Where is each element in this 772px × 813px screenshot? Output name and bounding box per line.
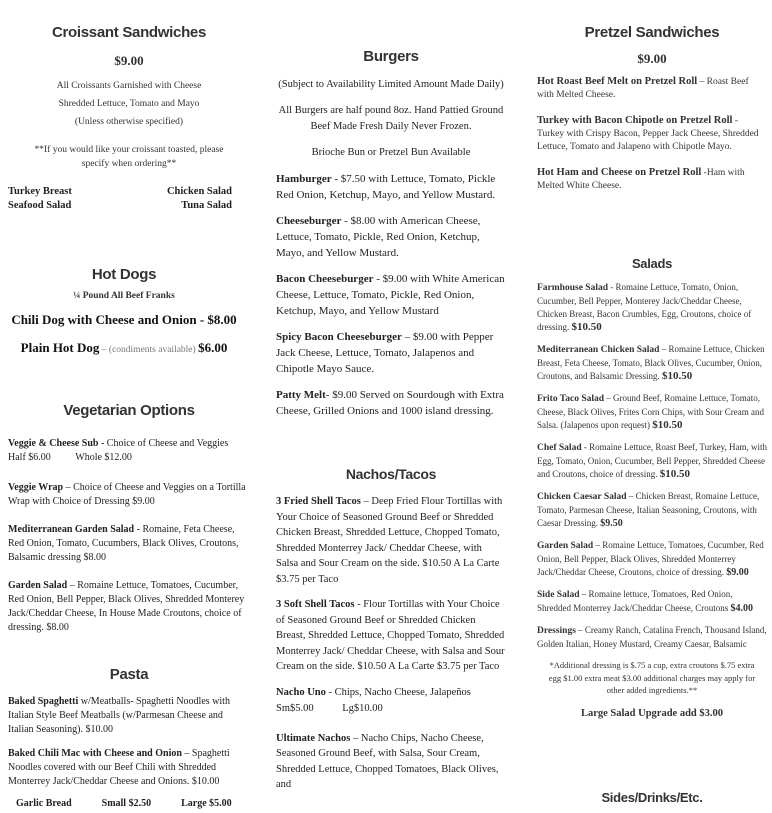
hotdog-plain-price: $6.00	[198, 340, 228, 355]
hotdog-plain-name: Plain Hot Dog	[20, 340, 100, 355]
med-chicken-desc: – Romaine Lettuce, Chicken Breast, Feta Cheese, Tomato, Black Olives, Cucumber, Onion, Croutons, and Balsamic Dressing.	[537, 344, 765, 381]
croissant-title: Croissant Sandwiches	[51, 24, 207, 41]
croissant-item: Turkey Breast	[8, 186, 72, 197]
croissant-item: Chicken Salad	[166, 186, 232, 197]
veg-garden-desc: – Romaine Lettuce, Tomatoes, Cucumber, Red Onion, Bell Pepper, Black Olives, Shredded Monterey Jack/Cheddar Cheese, In House Made Croutons, choice of dressing. $8.00	[8, 580, 245, 633]
burger-item-bacon	[276, 271, 506, 319]
hotdog-plain-note: – (condiments available)	[99, 345, 199, 355]
dressings-name: Dressings	[537, 626, 576, 636]
salad-item-caesar	[537, 490, 767, 530]
spicy-bacon-name: Spicy Bacon Cheeseburger	[276, 331, 402, 343]
patty-melt-desc: - $9.00 Served on Sourdough with Extra Cheese, Grilled Onions and 1000 island dressing.	[276, 389, 504, 417]
burger-item-patty-melt	[276, 387, 506, 419]
vegetarian-title: Vegetarian Options	[63, 402, 195, 419]
cheeseburger-desc: - $8.00 with American Cheese, Lettuce, Tomato, Pickle, Red Onion, Ketchup, Mayo, and Yellow Mustard.	[276, 215, 481, 259]
pasta-spaghetti-name: Baked Spaghetti	[8, 696, 79, 707]
hotdogs-title: Hot Dogs	[91, 266, 157, 283]
fried-taco-desc: – Deep Fried Flour Tortillas with Your Choice of Seasoned Ground Beef or Shredded Chicken Breast, Shredded Lettuce, Chopped Tomato, Shredded Monterrey Jack/ Cheddar Cheese, with Salsa and Sour Cream on the side. $10.50 A La Carte $3.75 per Taco	[276, 496, 503, 585]
turkey-pretzel-name: Turkey with Bacon Chipotle on Pretzel Roll	[537, 115, 733, 126]
croissant-section	[8, 24, 250, 213]
pretzel-section	[537, 24, 767, 193]
turkey-pretzel-desc: - Turkey with Crispy Bacon, Pepper Jack Cheese, Shredded Lettuce, Tomato and Jalapeno with Chipotle Mayo.	[537, 116, 759, 152]
soft-taco-desc: - Flour Tortillas with Your Choice of Seasoned Ground Beef or Shredded Chicken Breast, Shredded Lettuce, Chopped Tomato, Shredded Monterrey Jack/ Cheddar Cheese, with Salsa and Sour Cream on the side. $10.50 A La Carte $3.75 per Taco	[276, 599, 505, 672]
sides-title: Sides/Drinks/Etc.	[601, 790, 703, 805]
soft-taco-name: 3 Soft Shell Tacos	[276, 599, 355, 610]
caesar-name: Chicken Caesar Salad	[537, 492, 627, 502]
nacho-item-uno	[276, 685, 506, 701]
salads-title: Salads	[631, 256, 673, 271]
hamburger-name: Hamburger	[276, 173, 332, 185]
veg-item-med-salad	[8, 523, 250, 565]
veg-wrap-desc: – Choice of Cheese and Veggies on a Tortilla Wrap with Choice of Dressing $9.00	[8, 482, 246, 507]
salad-item-chef	[537, 441, 767, 481]
sides-section	[537, 790, 767, 805]
salad-dressings	[537, 624, 767, 651]
roast-beef-desc: – Roast Beef with Melted Cheese.	[537, 77, 749, 100]
ultimate-nachos-name: Ultimate Nachos	[276, 732, 351, 744]
chef-salad-price: $10.50	[659, 468, 690, 480]
garden-salad-desc: – Romaine Lettuce, Tomatoes, Cucumber, Red Onion, Bell Pepper, Black Olives, Shredded Monterrey Jack/Cheddar Cheese, Croutons, choice of dressing.	[537, 540, 764, 577]
pasta-chili-name: Baked Chili Mac with Cheese and Onion	[8, 748, 182, 759]
burgers-note-1: (Subject to Availability Limited Amount Made Daily)	[278, 79, 504, 90]
frito-taco-name: Frito Taco Salad	[537, 394, 605, 404]
salad-upgrade: Large Salad Upgrade add $3.00	[580, 707, 724, 719]
croissant-desc-1: All Croissants Garnished with Cheese	[56, 81, 202, 91]
taco-item-soft	[276, 597, 506, 675]
croissant-item: Tuna Salad	[181, 200, 232, 211]
salads-section	[537, 256, 767, 721]
veg-sub-name: Veggie & Cheese Sub	[8, 438, 99, 449]
frito-taco-price: $10.50	[652, 419, 683, 431]
spicy-bacon-desc: – $9.00 with Pepper Jack Cheese, Lettuce, Tomato, Jalapenos and Chipotle Mayo Sauce.	[276, 331, 494, 375]
fried-taco-name: 3 Fried Shell Tacos	[276, 496, 361, 507]
hotdog-item-plain	[8, 339, 240, 357]
nachos-section	[276, 466, 506, 793]
nacho-uno-lg: Lg$10.00	[342, 702, 383, 714]
side-salad-name: Side Salad	[537, 590, 580, 600]
croissant-note-1: **If you would like your croissant toasted, please	[34, 145, 224, 155]
pasta-title: Pasta	[109, 666, 149, 683]
veg-item-sub	[8, 437, 250, 451]
farmhouse-name: Farmhouse Salad	[537, 283, 608, 293]
veg-wrap-name: Veggie Wrap	[8, 482, 64, 493]
pasta-garlic-bread	[8, 797, 250, 811]
farmhouse-price: $10.50	[571, 321, 602, 333]
med-chicken-price: $10.50	[662, 370, 693, 382]
cheeseburger-name: Cheeseburger	[276, 215, 342, 227]
garden-salad-price: $9.00	[726, 567, 749, 578]
frito-taco-desc: – Ground Beef, Romaine Lettuce, Tomato, Cheese, Black Olives, Frites Corn Chips, with Sour Cream and Salsa. (Jalapenos upon request)	[537, 393, 764, 430]
pasta-item-chili-mac	[8, 747, 250, 789]
croissant-note-2: specify when ordering**	[81, 159, 177, 169]
pasta-spaghetti-desc: w/Meatballs- Spaghetti Noodles with Italian Style Beef Meatballs (w/Parmesan Cheese and Italian Seasoning). $10.00	[8, 696, 230, 735]
veg-sub-desc: - Choice of Cheese and Veggies	[100, 438, 229, 449]
burger-item-cheeseburger	[276, 213, 506, 261]
croissant-price: $9.00	[114, 53, 144, 68]
pretzel-item-ham	[537, 166, 767, 193]
hotdog-item-chili: Chili Dog with Cheese and Onion - $8.00	[11, 312, 237, 327]
side-salad-desc: – Romaine lettuce, Tomatoes, Red Onion, Shredded Monterrey Jack/Cheddar Cheese, Croutons	[537, 589, 733, 613]
veg-garden-name: Garden Salad	[8, 580, 68, 591]
burgers-title: Burgers	[363, 48, 419, 65]
hamburger-desc: - $7.50 with Lettuce, Tomato, Pickle Red Onion, Ketchup, Mayo, and Yellow Mustard.	[276, 173, 496, 201]
salad-item-mediterranean	[537, 343, 767, 383]
hotdogs-sub: ¼ Pound All Beef Franks	[73, 291, 175, 301]
hotdogs-section	[8, 266, 240, 357]
bacon-cheeseburger-desc: - $9.00 with White American Cheese, Lettuce, Tomato, Pickle, Red Onion, Ketchup, Mayo, and Yellow Mustard	[276, 273, 505, 317]
nacho-uno-prices	[276, 701, 506, 717]
burgers-bun: Brioche Bun or Pretzel Bun Available	[311, 147, 471, 158]
roast-beef-name: Hot Roast Beef Melt on Pretzel Roll	[537, 76, 698, 87]
nacho-item-ultimate	[276, 731, 506, 793]
veg-sub-whole: Whole $12.00	[75, 452, 132, 463]
salad-item-garden	[537, 539, 767, 579]
patty-melt-name: Patty Melt	[276, 389, 326, 401]
burger-item-spicy-bacon	[276, 329, 506, 377]
ham-pretzel-desc: -Ham with Melted White Cheese.	[537, 168, 745, 191]
pretzel-item-roast-beef	[537, 75, 767, 102]
ultimate-nachos-desc: – Nacho Chips, Nacho Cheese, Seasoned Ground Beef, with Salsa, Sour Cream, Shredded Lettuce, Chopped Tomatoes, Black Olives, and	[276, 732, 499, 790]
pretzel-title: Pretzel Sandwiches	[584, 24, 720, 41]
veg-sub-half: Half $6.00	[8, 452, 51, 463]
veg-item-garden-salad	[8, 579, 250, 635]
nachos-title: Nachos/Tacos	[345, 466, 437, 482]
pasta-chili-desc: – Spaghetti Noodles covered with our Beef Chili with Shredded Monterrey Jack/Cheddar Cheese and Onions. $10.00	[8, 748, 230, 787]
salad-item-frito-taco	[537, 392, 767, 432]
croissant-desc-3: (Unless otherwise specified)	[74, 117, 184, 127]
garlic-bread-large: Large $5.00	[181, 798, 232, 809]
caesar-price: $9.50	[600, 518, 623, 529]
garlic-bread-name: Garlic Bread	[16, 798, 72, 809]
veg-med-desc: - Romaine, Feta Cheese, Red Onion, Tomato, Cucumbers, Black Olives, Croutons, Balsamic dressing $8.00	[8, 524, 239, 563]
croissant-items	[8, 185, 232, 213]
salad-item-side	[537, 588, 767, 615]
burgers-section	[276, 48, 506, 419]
pasta-item-spaghetti	[8, 695, 250, 737]
chef-salad-name: Chef Salad	[537, 443, 582, 453]
salad-extras-note: *Additional dressing is $.75 a cup, extra croutons $.75 extra egg $1.00 extra meat $3.00 additional charges may apply for other added ingredients.**	[548, 660, 756, 695]
nacho-uno-name: Nacho Uno	[276, 686, 326, 698]
side-salad-price: $4.00	[730, 603, 753, 614]
vegetarian-section	[8, 402, 250, 635]
veg-item-wrap	[8, 481, 250, 509]
veg-sub-prices	[8, 451, 250, 465]
chef-salad-desc: - Romaine Lettuce, Roast Beef, Turkey, Ham, with Egg, Tomato, Onion, Cucumber, Bell Pepper, Shredded Cheese and Croutons, choice of dressing.	[537, 442, 767, 479]
veg-med-name: Mediterranean Garden Salad	[8, 524, 135, 535]
salad-item-farmhouse	[537, 281, 767, 334]
ham-pretzel-name: Hot Ham and Cheese on Pretzel Roll	[537, 167, 702, 178]
garlic-bread-small: Small $2.50	[101, 798, 152, 809]
nacho-uno-sm: Sm$5.00	[276, 702, 314, 714]
nacho-uno-desc: - Chips, Nacho Cheese, Jalapeños	[325, 686, 471, 698]
med-chicken-name: Mediterranean Chicken Salad	[537, 345, 660, 355]
pretzel-item-turkey	[537, 114, 767, 154]
pretzel-price: $9.00	[637, 51, 667, 66]
burgers-note-2: All Burgers are half pound 8oz. Hand Pattied Ground Beef Made Fresh Daily Never Frozen.	[278, 105, 504, 132]
pasta-section	[8, 666, 250, 811]
croissant-item: Seafood Salad	[8, 200, 72, 211]
burger-item-hamburger	[276, 171, 506, 203]
croissant-desc-2: Shredded Lettuce, Tomato and Mayo	[58, 99, 200, 109]
farmhouse-desc: - Romaine Lettuce, Tomato, Onion, Cucumber, Bell Pepper, Monterey Jack/Cheddar Cheese, Chicken Breast, Bacon Crumbles, Egg, Croutons, choice of dressing.	[537, 282, 752, 332]
bacon-cheeseburger-name: Bacon Cheeseburger	[276, 273, 374, 285]
garden-salad-name: Garden Salad	[537, 541, 594, 551]
taco-item-fried	[276, 494, 506, 587]
dressings-desc: – Creamy Ranch, Catalina French, Thousand Island, Golden Italian, Honey Mustard, Creamy Caesar, Balsamic	[537, 625, 767, 649]
caesar-desc: – Chicken Breast, Romaine Lettuce, Tomato, Parmesan Cheese, Italian Seasoning, Croutons, with Caesar Dressing.	[537, 491, 760, 528]
